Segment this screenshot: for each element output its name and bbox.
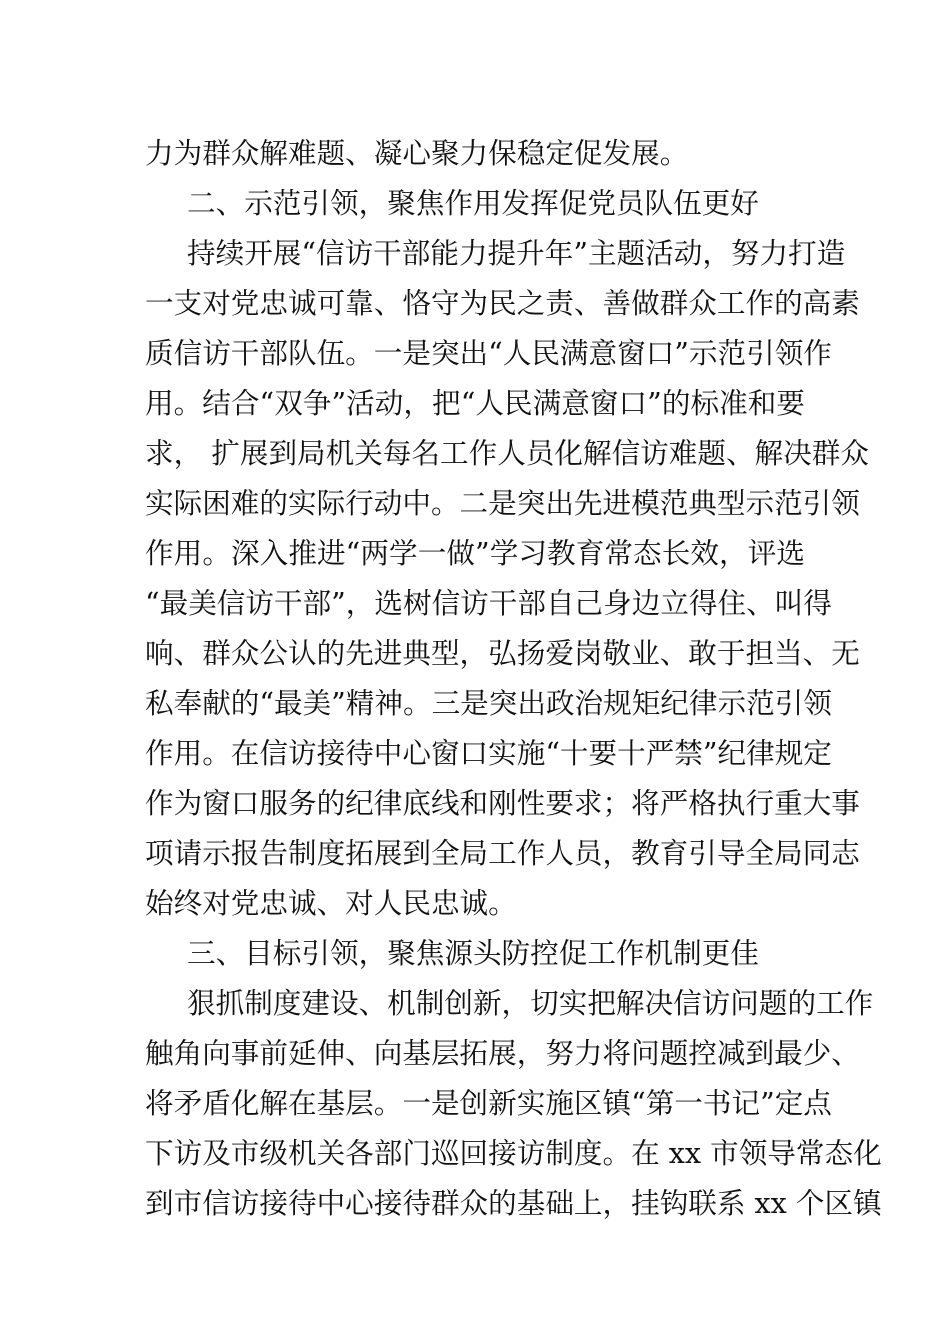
paragraph-line: 将矛盾化解在基层。一是创新实施区镇“第一书记”定点: [145, 1086, 832, 1120]
paragraph-line: 实际困难的实际行动中。二是突出先进模范典型示范引领: [145, 486, 860, 520]
paragraph-line: 持续开展“信访干部能力提升年”主题活动，努力打造: [187, 236, 846, 270]
paragraph-line: “最美信访干部”，选树信访干部自己身边立得住、叫得: [145, 586, 832, 620]
paragraph-line: 到市信访接待中心接待群众的基础上，挂钩联系 xx 个区镇: [145, 1186, 882, 1220]
paragraph-line: 用。结合“双争”活动，把“人民满意窗口”的标准和要: [145, 386, 805, 420]
paragraph-line: 下访及市级机关各部门巡回接访制度。在 xx 市领导常态化: [145, 1136, 882, 1170]
paragraph-line: 求， 扩展到局机关每名工作人员化解信访难题、解决群众: [145, 436, 869, 470]
paragraph-line: 狠抓制度建设、机制创新，切实把解决信访问题的工作: [187, 986, 874, 1020]
paragraph-line: 触角向事前延伸、向基层拓展，努力将问题控减到最少、: [145, 1036, 860, 1070]
paragraph-line: 作用。深入推进“两学一做”学习教育常态长效，评选: [145, 536, 805, 570]
paragraph-line: 项请示报告制度拓展到全局工作人员，教育引导全局同志: [145, 836, 860, 870]
paragraph-line: 作为窗口服务的纪律底线和刚性要求；将严格执行重大事: [145, 786, 860, 820]
paragraph-line: 作用。在信访接待中心窗口实施“十要十严禁”纪律规定: [145, 736, 832, 770]
paragraph-line: 质信访干部队伍。一是突出“人民满意窗口”示范引领作: [145, 336, 832, 370]
paragraph-line: 始终对党忠诚、对人民忠诚。: [145, 886, 517, 920]
paragraph-line: 一支对党忠诚可靠、恪守为民之责、善做群众工作的高素: [145, 286, 860, 320]
section-heading: 三、目标引领，聚焦源头防控促工作机制更佳: [187, 936, 759, 970]
paragraph-line: 力为群众解难题、凝心聚力保稳定促发展。: [145, 136, 689, 170]
paragraph-line: 私奉献的“最美”精神。三是突出政治规矩纪律示范引领: [145, 686, 832, 720]
section-heading: 二、示范引领，聚焦作用发挥促党员队伍更好: [187, 186, 759, 220]
paragraph-line: 响、群众公认的先进典型，弘扬爱岗敬业、敢于担当、无: [145, 636, 860, 670]
